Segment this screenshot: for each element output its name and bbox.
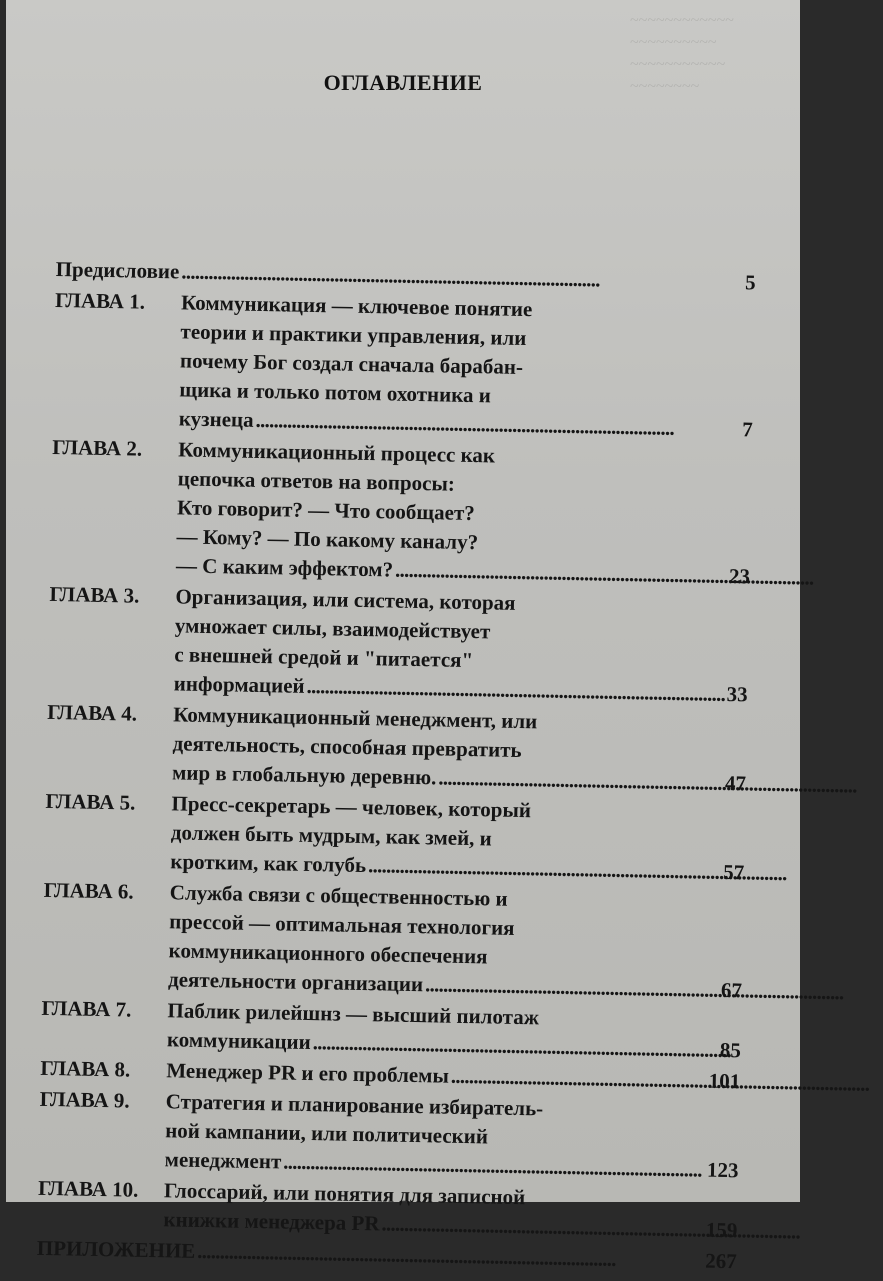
toc-line: почему Бог создал сначала барабан- (179, 348, 524, 379)
toc-entry-text (170, 789, 746, 887)
toc-line: щика и только потом охотника и (179, 377, 492, 408)
page-title: ОГЛАВЛЕНИЕ (323, 70, 483, 95)
page-number: 267 (705, 1248, 738, 1274)
chapter-label: ГЛАВА 2. (52, 434, 143, 461)
table-of-contents (37, 255, 756, 1278)
toc-entry (48, 580, 750, 709)
toc-line: коммуникационного обеспечения (168, 938, 488, 969)
toc-entry (50, 433, 753, 591)
toc-entry-text (174, 582, 750, 709)
toc-line: Служба связи с общественностью и (169, 880, 508, 911)
toc-line: должен быть мудрым, как змей, и (170, 820, 493, 851)
toc-line: — Кому? — По какому каналу? (176, 524, 479, 555)
dot-leader (381, 1209, 704, 1244)
toc-line: ПРИЛОЖЕНИЕ (36, 1235, 196, 1263)
toc-line: Коммуникация — ключевое понятие (180, 290, 533, 322)
toc-line: ной кампании, или политический (164, 1118, 489, 1149)
dot-leader (438, 763, 723, 797)
book-page (6, 0, 800, 1274)
page-number: 7 (742, 417, 754, 442)
toc-line: кузнеца (178, 406, 254, 432)
toc-line: кротким, как голубь (170, 849, 367, 878)
toc-line: Организация, или система, которая (175, 584, 516, 615)
toc-entry-text (179, 288, 756, 444)
toc-entry (53, 286, 756, 444)
toc-line: — С каким эффектом? (175, 553, 394, 582)
page-number: 85 (719, 1037, 742, 1063)
toc-entry (41, 994, 742, 1065)
page-number: 23 (728, 563, 751, 589)
toc-line: коммуникации (166, 1027, 311, 1055)
toc-line: цепочка ответов на вопросы: (177, 466, 456, 496)
toc-line: Паблик рилейшнз — высший пилотаж (167, 998, 540, 1030)
toc-entry-text (167, 996, 742, 1065)
toc-line: теории и практики управления, или (180, 319, 527, 351)
toc-line: Предисловие (55, 256, 180, 284)
dot-leader (451, 1062, 707, 1096)
page-number: 57 (723, 859, 745, 885)
toc-entry-text (172, 700, 748, 798)
chapter-label: ГЛАВА 7. (41, 995, 132, 1022)
toc-line: Менеджер PR и его проблемы (166, 1058, 450, 1088)
bleed-through-text: ~~~~~~~~~~~~ ~~~~~~~~~~ ~~~~~~~~~~~ ~~~~~~~~ (630, 12, 734, 95)
toc-line: с внешней средой и "питается" (174, 642, 474, 673)
toc-line: Коммуникационный процесс как (178, 437, 496, 468)
page-number: 159 (705, 1217, 738, 1243)
page-number: 47 (724, 770, 747, 796)
toc-entry (42, 876, 744, 1005)
toc-entry (38, 1085, 740, 1185)
page-number: 123 (706, 1157, 739, 1183)
toc-line: деятельности организации (167, 967, 424, 997)
chapter-label: ГЛАВА 4. (46, 699, 138, 726)
toc-line: Глоссарий, или понятия для записной (163, 1178, 526, 1210)
toc-line: Стратегия и планирование избиратель- (165, 1089, 544, 1121)
page-number: 101 (708, 1068, 741, 1094)
chapter-label: ГЛАВА 10. (37, 1175, 139, 1202)
dot-leader (368, 851, 722, 887)
toc-line: книжки менеджера PR (163, 1207, 380, 1236)
toc-line: деятельность, способная превратить (172, 731, 522, 763)
toc-entry-text (168, 878, 744, 1005)
toc-entry-text (163, 1176, 738, 1245)
dot-leader (425, 970, 719, 1005)
chapter-label: ГЛАВА 1. (54, 287, 146, 314)
toc-entry-text (164, 1087, 740, 1185)
toc-line: информацией (173, 671, 305, 698)
toc-entry (46, 698, 748, 798)
dot-leader (395, 556, 727, 591)
page-number: 33 (726, 681, 748, 707)
toc-line: прессой — оптимальная технология (168, 909, 515, 940)
chapter-label: ГЛАВА 8. (40, 1055, 131, 1082)
toc-line: Пресс-секретарь — человек, который (171, 791, 532, 823)
toc-line: менеджмент (164, 1147, 282, 1174)
toc-line: Коммуникационный менеджмент, или (172, 702, 538, 734)
chapter-label: ГЛАВА 3. (49, 581, 140, 608)
chapter-label: ГЛАВА 5. (45, 788, 136, 815)
toc-line: мир в глобальную деревню. (171, 760, 437, 790)
page-number: 67 (720, 977, 743, 1003)
toc-entry (37, 1174, 738, 1245)
page-number: 5 (744, 270, 756, 295)
toc-entry-text (176, 435, 753, 591)
chapter-label: ГЛАВА 6. (43, 877, 134, 904)
toc-line: Кто говорит? — Что сообщает? (176, 495, 476, 526)
toc-entry (44, 787, 746, 887)
chapter-label: ГЛАВА 9. (39, 1086, 130, 1113)
toc-line: умножает силы, взаимодействует (174, 613, 491, 644)
